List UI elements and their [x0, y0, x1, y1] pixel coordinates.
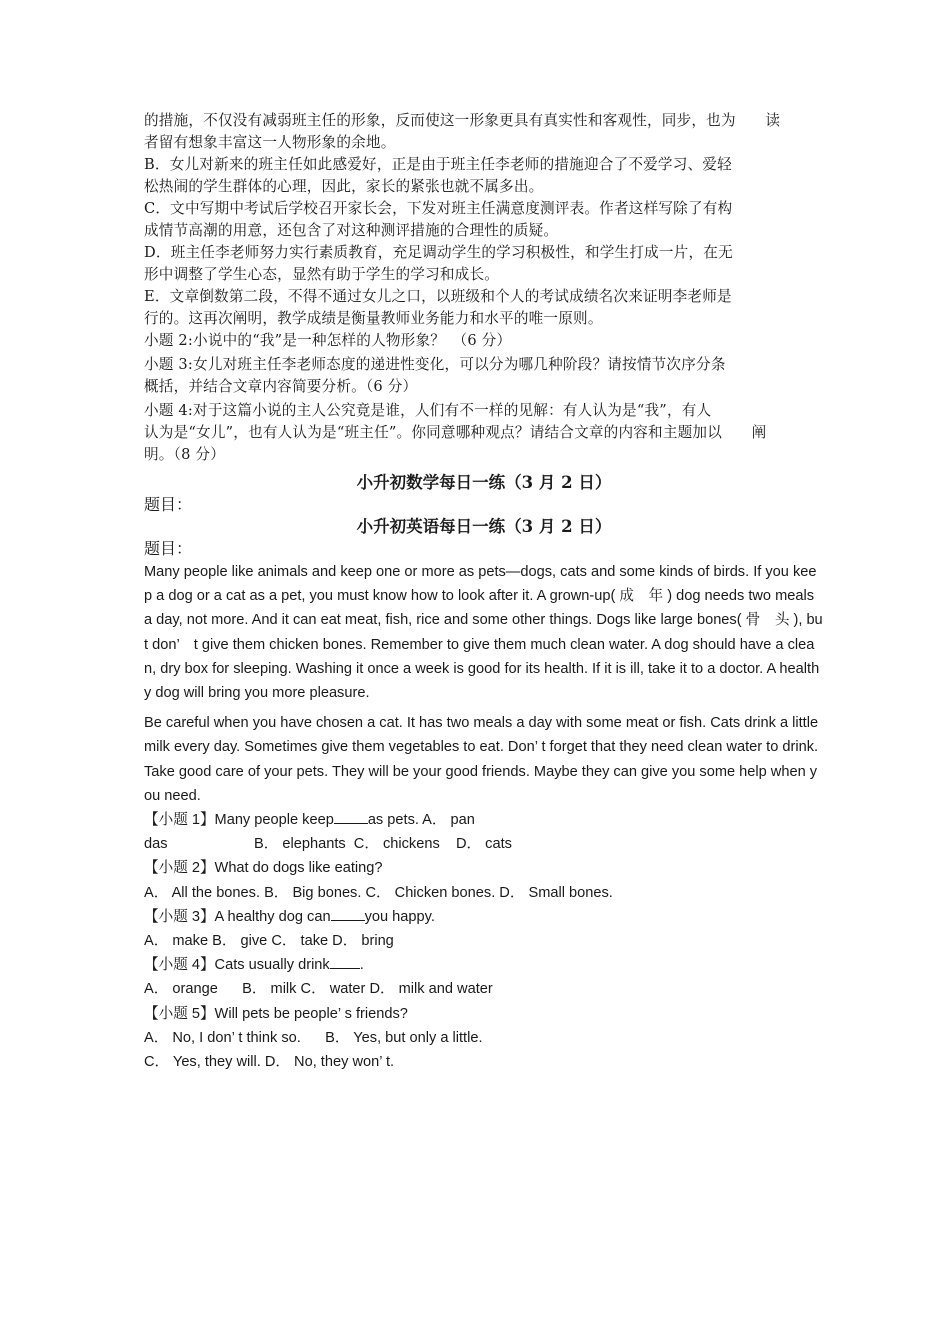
page-content	[144, 110, 824, 1074]
question-4-text: 【小题 4】Cats usually drink	[144, 957, 330, 974]
question-2-line: 小题 2:小说中的“我”是一种怎样的人物形象？ （6 分）	[144, 332, 512, 349]
answer-blank	[331, 908, 365, 921]
question-3-text: 【小题 3】A healthy dog can	[144, 908, 331, 925]
math-heading: 小升初数学每日一练（3 月 2 日）	[356, 473, 612, 492]
text-line: 概括，并结合文章内容简要分析。（6 分）	[144, 378, 418, 395]
question-3-text-cont: you happy.	[364, 908, 435, 925]
option-a-cont: das	[144, 836, 168, 853]
question-1-text: 【小题 1】Many people keep	[144, 812, 334, 829]
question-4	[144, 953, 824, 1001]
chinese-reading-section	[144, 110, 824, 466]
passage-paragraph-2: Be careful when you have chosen a cat. It has two meals a day with some meat or fish. Cats drink a little milk every day. Sometimes give them vegetables to eat. Don’ t forget that they need clean water to drink.	[144, 715, 819, 756]
text-line: 明。（8 分）	[144, 446, 225, 463]
option-b-line: B．女儿对新来的班主任如此感爱好，正是由于班主任李老师的措施迎合了不爱学习、爱轻	[144, 156, 732, 173]
text-line: 松热闹的学生群体的心理，因此，家长的紧张也就不属多出。	[144, 178, 544, 195]
text-line: 认为是“女儿”，也有人认为是“班主任”。你同意哪种观点？请结合文章的内容和主题加以 阐	[144, 424, 767, 441]
question-2-stem: 【小题 2】What do dogs like eating?	[144, 860, 383, 877]
english-section	[144, 516, 824, 1074]
question-1-options	[144, 832, 824, 856]
answer-blank	[330, 956, 360, 969]
text-line: 的措施，不仅没有减弱班主任的形象，反而使这一形象更具有真实性和客观性，同步，也为 读	[144, 112, 781, 129]
question-5-options-ab: A． No, I don’ t think so. B． Yes, but only a little.	[144, 1029, 483, 1046]
question-3-options: A． make B． give C． take D． bring	[144, 933, 394, 950]
answer-blank	[334, 811, 368, 824]
question-3-line: 小题 3:女儿对班主任李老师态度的递进性变化，可以分为哪几种阶段？请按情节次序分条	[144, 356, 726, 373]
question-1-stem	[144, 808, 824, 832]
math-question-label: 题目：	[144, 495, 193, 514]
passage-paragraph-3: Take good care of your pets. They will be your good friends. Maybe they can give you some help when you need.	[144, 763, 818, 804]
math-section	[144, 472, 824, 516]
option-e-line: E．文章倒数第二段，不得不通过女儿之口，以班级和个人的考试成绩名次来证明李老师是	[144, 288, 732, 305]
option-c-line: C．文中写期中考试后学校召开家长会，下发对班主任满意度测评表。作者这样写除了有构	[144, 200, 733, 217]
question-4-options: A． orange B． milk C． water D． milk and water	[144, 981, 493, 998]
question-5	[144, 1002, 824, 1075]
question-4-stem	[144, 953, 824, 977]
option-d-line: D．班主任李老师努力实行素质教育，充足调动学生的学习积极性，和学生打成一片，在无	[144, 244, 733, 261]
text-line: 者留有想象丰富这一人物形象的余地。	[144, 134, 396, 151]
english-heading: 小升初英语每日一练（3 月 2 日）	[356, 517, 612, 536]
passage-paragraph-1: Many people like animals and keep one or more as pets—dogs, cats and some kinds of birds. If you keep a dog or a cat as a pet, you must know how to look after it. A grown-up( 成 年 ) dog needs two meals a day, not more. And it can eat meat, fish, rice and some other things. Dogs like large bones( 骨 头 ), but don’ t give them chicken bones. Remember to give them much clean water. A dog should have a clean, dry box for sleeping. Washing it once a week is good for its health. If it is ill, take it to a doctor. A healthy dog will bring you more pleasure.	[144, 564, 823, 702]
question-2-options: A． All the bones. B． Big bones. C． Chicken bones. D． Small bones.	[144, 884, 613, 901]
text-line: 成情节高潮的用意，还包含了对这种测评措施的合理性的质疑。	[144, 222, 559, 239]
question-4-text-cont: .	[359, 957, 364, 974]
question-3	[144, 905, 824, 953]
text-line: 形中调整了学生心态，显然有助于学生的学习和成长。	[144, 266, 500, 283]
english-question-label: 题目：	[144, 539, 193, 558]
question-5-stem: 【小题 5】Will pets be people’ s friends?	[144, 1005, 408, 1022]
text-line: 行的。这再次阐明，教学成绩是衡量教师业务能力和水平的唯一原则。	[144, 310, 603, 327]
question-3-stem	[144, 905, 824, 929]
question-1	[144, 808, 824, 856]
question-1-text-cont: as pets. A． pan	[367, 812, 475, 829]
question-5-options-cd: C． Yes, they will. D． No, they won’ t.	[144, 1054, 395, 1071]
question-4-line: 小题 4:对于这篇小说的主人公究竟是谁，人们有不一样的见解：有人认为是“我”，有人	[144, 402, 712, 419]
question-2	[144, 856, 824, 904]
options-rest: B． elephants C． chickens D． cats	[254, 836, 512, 853]
